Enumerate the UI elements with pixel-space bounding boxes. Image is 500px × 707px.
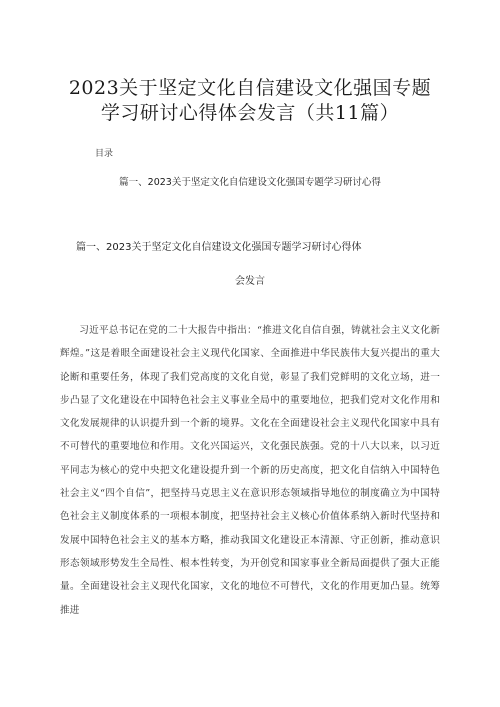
- section-title-line-1: 篇一、2023关于坚定文化自信建设文化强国专题学习研讨心得体: [76, 242, 362, 253]
- document-title-line-2: 学习研讨心得体会发言（共11篇）: [100, 102, 400, 124]
- table-of-contents-heading: 目录: [95, 149, 114, 159]
- toc-entry-1[interactable]: 篇一、2023关于坚定文化自信建设文化强国专题学习研讨心得: [119, 177, 381, 188]
- document-title-line-1: 2023关于坚定文化自信建设文化强国专题: [68, 77, 432, 99]
- section-title-line-2: 会发言: [235, 276, 265, 287]
- body-paragraph: 习近平总书记在党的二十大报告中指出：“推进文化自信自强，铸就社会主义文化新辉煌。”这是着眼全面建设社会主义现代化国家、全面推进中华民族伟大复兴提出的重大论断和重要任务，体现了我们党高度的文化自觉，彰显了我们党鲜明的文化立场，进一步凸显了文化建设在中国特色社会主义事业全局中的重要地位，把我们党对文化作用和文化发展规律的认识提升到一个新的境界。文化在全面建设社会主义现代化国家中具有不可替代的重要地位和作用。文化兴国运兴，文化强民族强。党的十八大以来，以习近平同志为核心的党中央把文化建设提升到一个新的历史高度，把文化自信纳入中国特色社会主义“四个自信”，把坚持马克思主义在意识形态领域指导地位的制度确立为中国特色社会主义制度体系的一项根本制度，把坚持社会主义核心价值体系纳入新时代坚持和发展中国特色社会主义的基本方略，推动我国文化建设正本清源、守正创新，推动意识形态领域形势发生全局性、根本性转变，为开创党和国家事业全新局面提供了强大正能量。全面建设社会主义现代化国家，文化的地位不可替代，文化的作用更加凸显。统筹推进: [60, 325, 440, 616]
